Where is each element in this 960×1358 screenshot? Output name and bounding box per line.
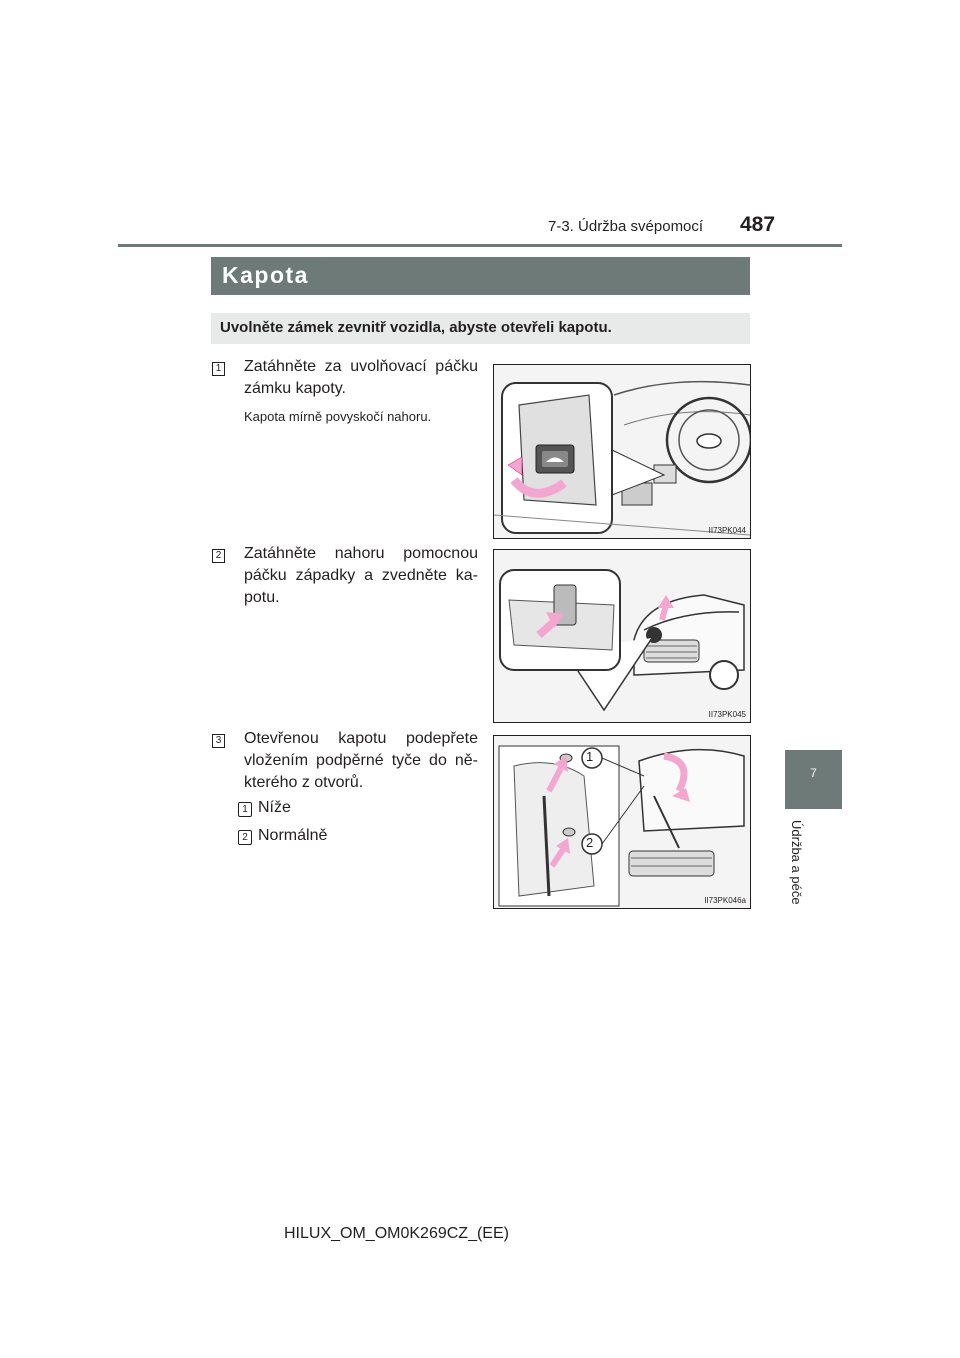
chapter-number: 7 (810, 766, 817, 780)
figure-hood-release-lever (493, 364, 751, 539)
step-1-number: 1 (212, 362, 225, 376)
step-1-text: Zatáhněte za uvolňovací páčku zámku kapoty. (244, 358, 478, 397)
section-title: 7-3. Údržba svépomocí (548, 218, 704, 235)
item-1-label: Níže (258, 799, 291, 816)
chapter-label: Údržba a péče (789, 820, 804, 905)
item-2-number: 2 (238, 830, 252, 845)
figure-3-code: II73PK046a (704, 896, 746, 905)
step-2-number: 2 (212, 549, 225, 563)
page-number: 487 (740, 213, 776, 236)
header-rule (118, 244, 842, 247)
callout-1: 1 (586, 749, 594, 764)
subtitle: Uvolněte zámek zevnitř vozidla, abyste otevřeli kapotu. (220, 319, 612, 336)
figure-2-code: II73PK045 (708, 710, 746, 719)
document-code: HILUX_OM_OM0K269CZ_(EE) (284, 1225, 509, 1242)
figure-1-code: II73PK044 (708, 526, 746, 535)
item-2-label: Normálně (258, 827, 328, 844)
page-title: Kapota (222, 262, 309, 288)
item-1-number: 1 (238, 802, 252, 817)
step-1-note: Kapota mírně povyskočí nahoru. (244, 409, 432, 424)
step-3-number: 3 (212, 734, 225, 748)
figure-support-rod (493, 735, 751, 909)
step-2-text: Zatáhněte nahoru pomocnou páčku západky a zvedněte ka- potu. (244, 545, 478, 606)
callout-2: 2 (586, 835, 594, 850)
step-3-text: Otevřenou kapotu podepřete vložením podpěrné tyče do ně- kterého z otvorů. (244, 730, 478, 791)
figure-hood-latch-lever (493, 549, 751, 723)
